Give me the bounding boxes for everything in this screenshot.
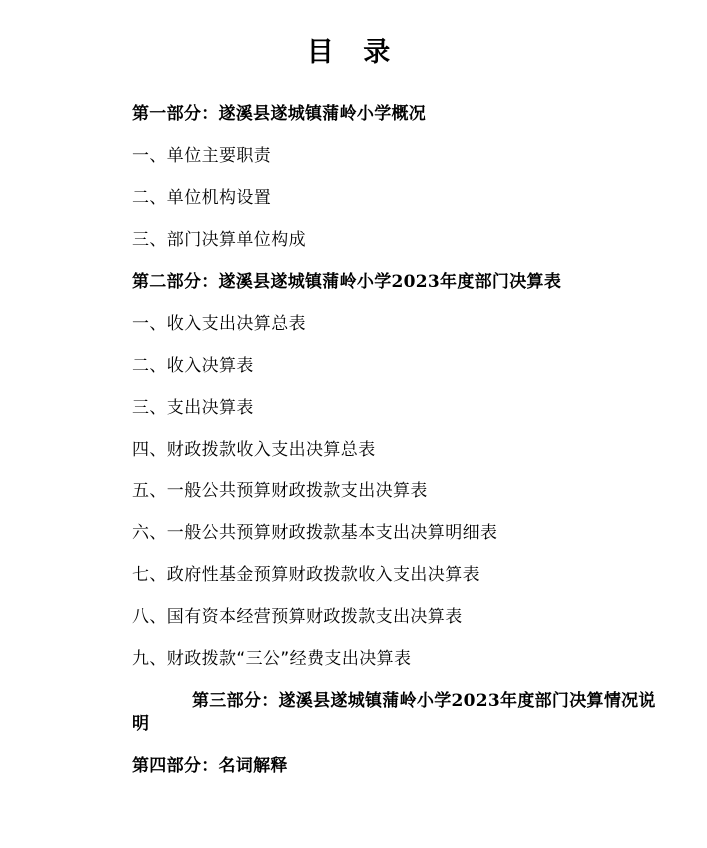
toc-entry-item-2-7[interactable]: 七、政府性基金预算财政拨款收入支出决算表 <box>132 565 480 586</box>
toc-entry-item-2-2[interactable]: 二、收入决算表 <box>132 355 254 376</box>
toc-entry-item-2-9[interactable]: 九、财政拨款“三公”经费支出决算表 <box>132 649 412 670</box>
toc-entry-item-1-3[interactable]: 三、部门决算单位构成 <box>132 229 306 250</box>
toc-entry-part-2[interactable]: 第二部分：遂溪县遂城镇蒲岭小学2023年度部门决算表 <box>132 271 562 292</box>
page-title: 目 录 <box>306 37 401 68</box>
toc-entry-part-4[interactable]: 第四部分：名词解释 <box>132 756 288 776</box>
toc-entry-item-2-1[interactable]: 一、收入支出决算总表 <box>132 313 306 334</box>
document-page <box>0 30 707 848</box>
toc-entry-item-1-1[interactable]: 一、单位主要职责 <box>132 145 272 166</box>
toc-entry-item-2-3[interactable]: 三、支出决算表 <box>132 397 254 418</box>
toc-entry-item-2-4[interactable]: 四、财政拨款收入支出决算总表 <box>132 439 376 460</box>
toc-entry-part-3[interactable]: 第三部分：遂溪县遂城镇蒲岭小学2023年度部门决算情况说明 <box>132 691 656 735</box>
toc-entry-part-1[interactable]: 第一部分：遂溪县遂城镇蒲岭小学概况 <box>132 104 427 124</box>
toc-entry-item-2-8[interactable]: 八、国有资本经营预算财政拨款支出决算表 <box>132 607 463 628</box>
toc-entry-item-2-6[interactable]: 六、一般公共预算财政拨款基本支出决算明细表 <box>132 523 498 544</box>
table-of-contents <box>36 103 671 778</box>
toc-entry-item-2-5[interactable]: 五、一般公共预算财政拨款支出决算表 <box>132 481 428 502</box>
toc-entry-item-1-2[interactable]: 二、单位机构设置 <box>132 187 272 208</box>
